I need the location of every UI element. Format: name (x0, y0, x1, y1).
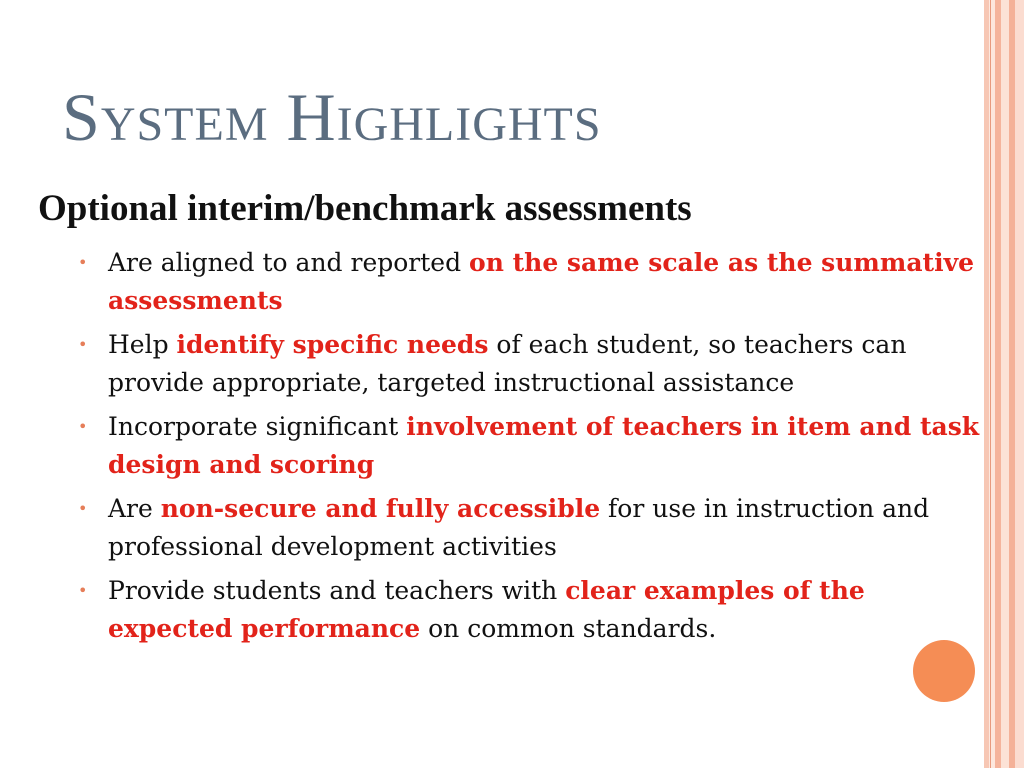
bullet-item (76, 244, 991, 320)
main-point: Optional interim/benchmark assessments (38, 188, 692, 229)
bullet-text: Provide students and teachers with (108, 576, 566, 605)
bullet-highlight-text: involvement of teachers in item and task design and scoring (108, 412, 980, 479)
bullet-highlight-text: clear examples of the expected performance (108, 576, 865, 643)
bullet-icon: • (78, 417, 88, 436)
bullet-highlight-text: non-secure and fully accessible (160, 494, 601, 523)
bullet-icon: • (78, 253, 88, 272)
bullet-item (76, 408, 991, 484)
bullet-icon: • (78, 499, 88, 518)
bullet-text: Are aligned to and reported (108, 248, 470, 277)
decor-stripe (1001, 0, 1009, 768)
bullet-text: Help (108, 330, 177, 359)
bullet-list (76, 244, 991, 654)
bullet-text: Incorporate significant (108, 412, 407, 441)
bullet-icon: • (78, 335, 88, 354)
bullet-text: Are (108, 494, 161, 523)
slide-title: System Highlights (62, 79, 602, 155)
bullet-highlight-text: on the same scale as the summative assessments (108, 248, 975, 315)
bullet-item (76, 572, 991, 648)
bullet-item (76, 490, 991, 566)
bullet-icon: • (78, 581, 88, 600)
decor-circle (913, 640, 975, 702)
bullet-text: for use in instruction and professional development activities (108, 494, 930, 561)
bullet-highlight-text: identify specific needs (176, 330, 489, 359)
bullet-text: on common standards. (420, 614, 717, 643)
bullet-item (76, 326, 991, 402)
decor-stripe (1015, 0, 1024, 768)
bullet-text: of each student, so teachers can provide appropriate, targeted instructional assistance (108, 330, 907, 397)
